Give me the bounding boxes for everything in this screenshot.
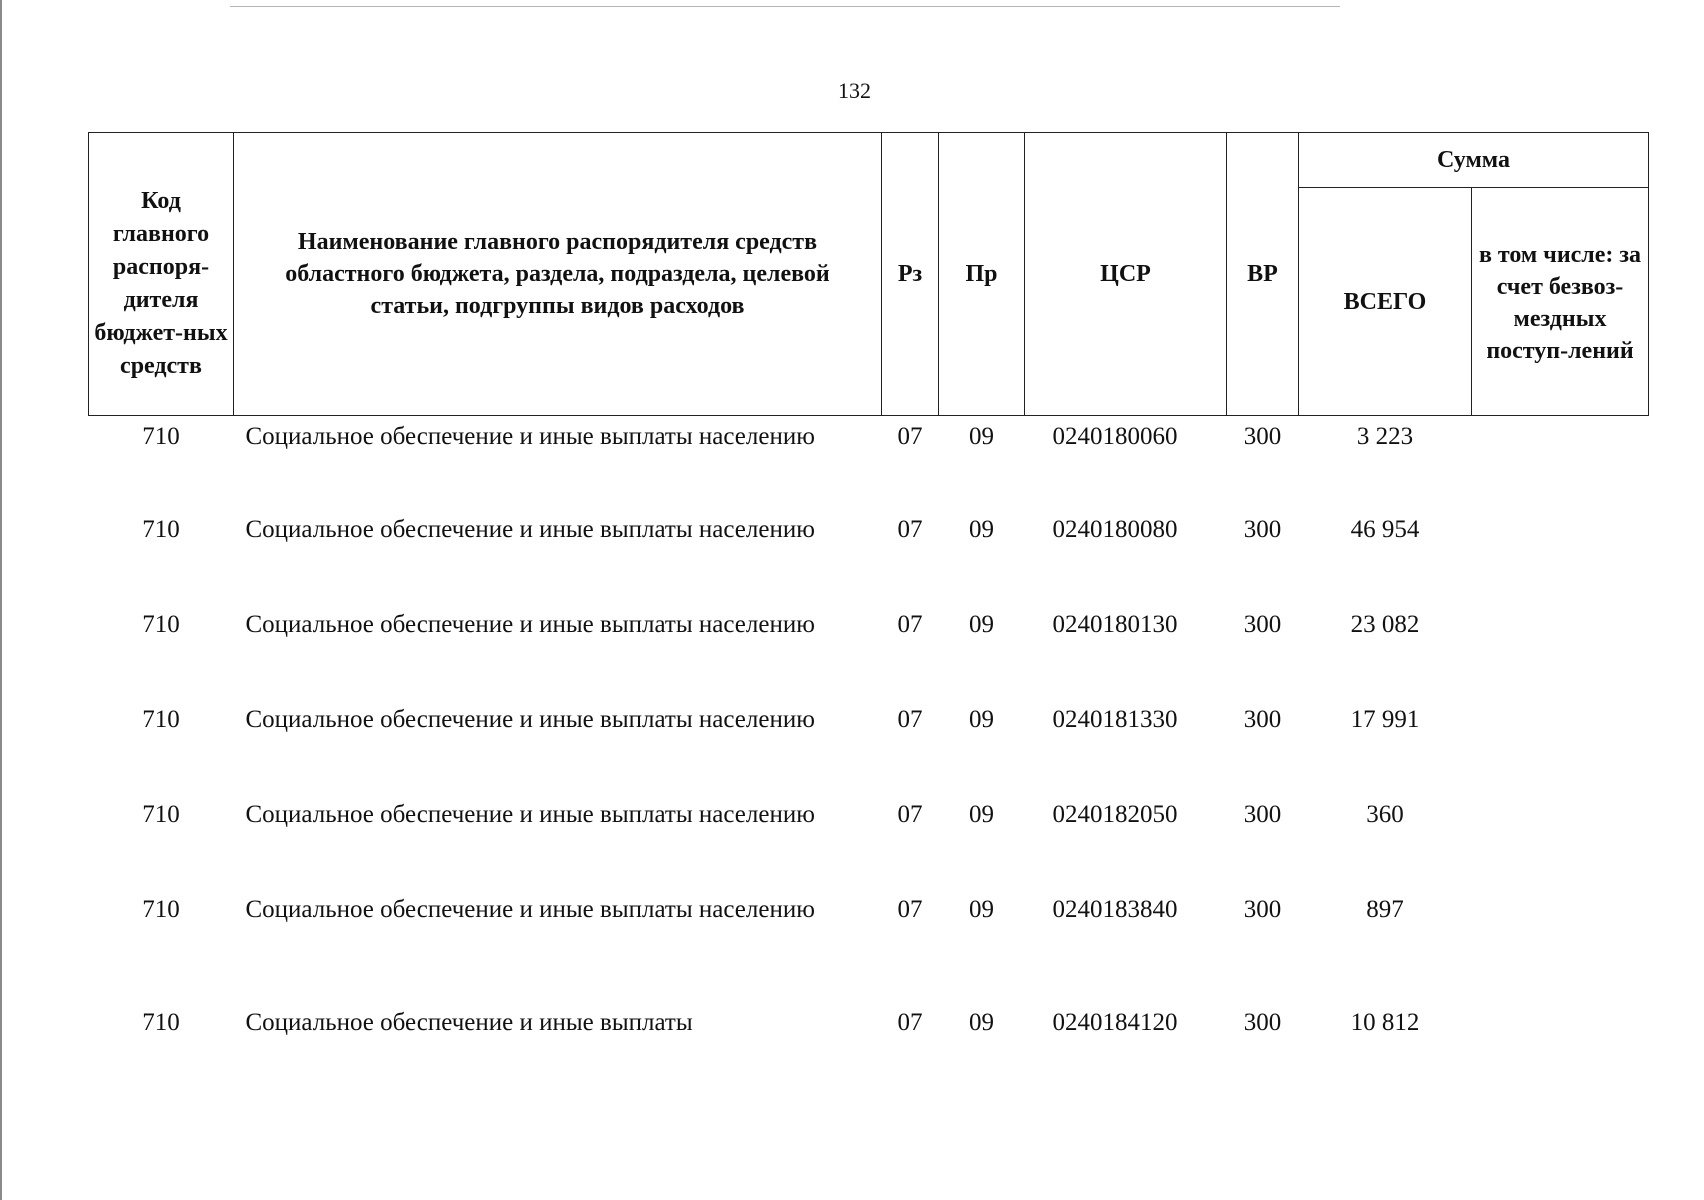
header-rz: Рз [882,133,939,416]
cell-total: 46 954 [1350,515,1420,543]
cell-code: 710 [142,423,180,450]
cell-csr: 0240180060 [1052,423,1178,450]
cell-csr: 0240183840 [1052,895,1178,923]
cell-code: 710 [142,515,180,543]
cell-vr: 300 [1243,423,1282,450]
table-row [89,416,1649,511]
cell-free [1472,986,1649,1081]
cell-name: Социальное обеспечение и иные выплаты населению [245,895,815,923]
cell-vr: 300 [1243,610,1282,638]
cell-vr: 300 [1243,515,1282,543]
cell-rz: 07 [897,423,923,450]
cell-vr: 300 [1243,800,1282,828]
cell-rz: 07 [897,1008,923,1036]
cell-total: 897 [1366,895,1404,923]
cell-rz: 07 [897,800,923,828]
cell-pr: 09 [969,800,994,828]
cell-vr: 300 [1243,705,1282,733]
table-row [89,986,1649,1081]
cell-free [1472,891,1649,986]
table-row [89,511,1649,606]
table-row [89,891,1649,986]
header-pr: Пр [939,133,1025,416]
cell-name: Социальное обеспечение и иные выплаты населению [245,800,815,828]
cell-csr: 0240181330 [1052,705,1178,733]
cell-total: 23 082 [1350,610,1420,638]
cell-pr: 09 [969,423,994,450]
cell-rz: 07 [897,515,923,543]
cell-free [1472,606,1649,701]
table-row [89,701,1649,796]
cell-csr: 0240180080 [1052,515,1178,543]
header-free: в том числе: за счет безвоз-мездных поступ-лений [1472,188,1649,416]
cell-free [1472,796,1649,891]
cell-name: Социальное обеспечение и иные выплаты [245,1008,693,1036]
header-sum: Сумма [1299,133,1649,188]
cell-name: Социальное обеспечение и иные выплаты населению [245,705,815,733]
header-vr: ВР [1227,133,1299,416]
cell-csr: 0240184120 [1052,1008,1178,1036]
cell-csr: 0240180130 [1052,610,1178,638]
cell-name: Социальное обеспечение и иные выплаты населению [245,515,815,543]
cell-vr: 300 [1243,895,1282,923]
cell-total: 10 812 [1350,1008,1420,1036]
cell-name: Социальное обеспечение и иные выплаты населению [245,610,815,638]
header-total: ВСЕГО [1299,188,1472,416]
cell-pr: 09 [969,515,994,543]
table-body [89,416,1649,1081]
cell-pr: 09 [969,1008,994,1036]
table-header [89,133,1649,416]
cell-free [1472,701,1649,796]
cell-code: 710 [142,895,180,923]
cell-code: 710 [142,705,180,733]
cell-vr: 300 [1243,1008,1282,1036]
cell-total: 360 [1366,800,1404,828]
cell-free [1472,416,1649,511]
page-number: 132 [838,78,871,103]
cell-total: 17 991 [1350,705,1420,733]
table-row [89,606,1649,701]
cell-rz: 07 [897,705,923,733]
cell-rz: 07 [897,610,923,638]
cell-code: 710 [142,610,180,638]
scan-edge-top [230,6,1340,7]
header-name: Наименование главного распорядителя средств областного бюджета, раздела, подраздела, целевой статьи, подгруппы видов расходов [234,133,882,416]
cell-total: 3 223 [1356,423,1414,450]
header-code: Код главного распоря-дителя бюджет-ных средств [89,133,234,416]
cell-pr: 09 [969,895,994,923]
cell-pr: 09 [969,610,994,638]
cell-code: 710 [142,800,180,828]
cell-pr: 09 [969,705,994,733]
cell-csr: 0240182050 [1052,800,1178,828]
table-row [89,796,1649,891]
cell-free [1472,511,1649,606]
budget-table [88,132,1649,1081]
cell-code: 710 [142,1008,180,1036]
cell-name: Социальное обеспечение и иные выплаты населению [245,423,815,450]
scan-edge-left [0,0,2,1200]
header-csr: ЦСР [1025,133,1227,416]
cell-rz: 07 [897,895,923,923]
